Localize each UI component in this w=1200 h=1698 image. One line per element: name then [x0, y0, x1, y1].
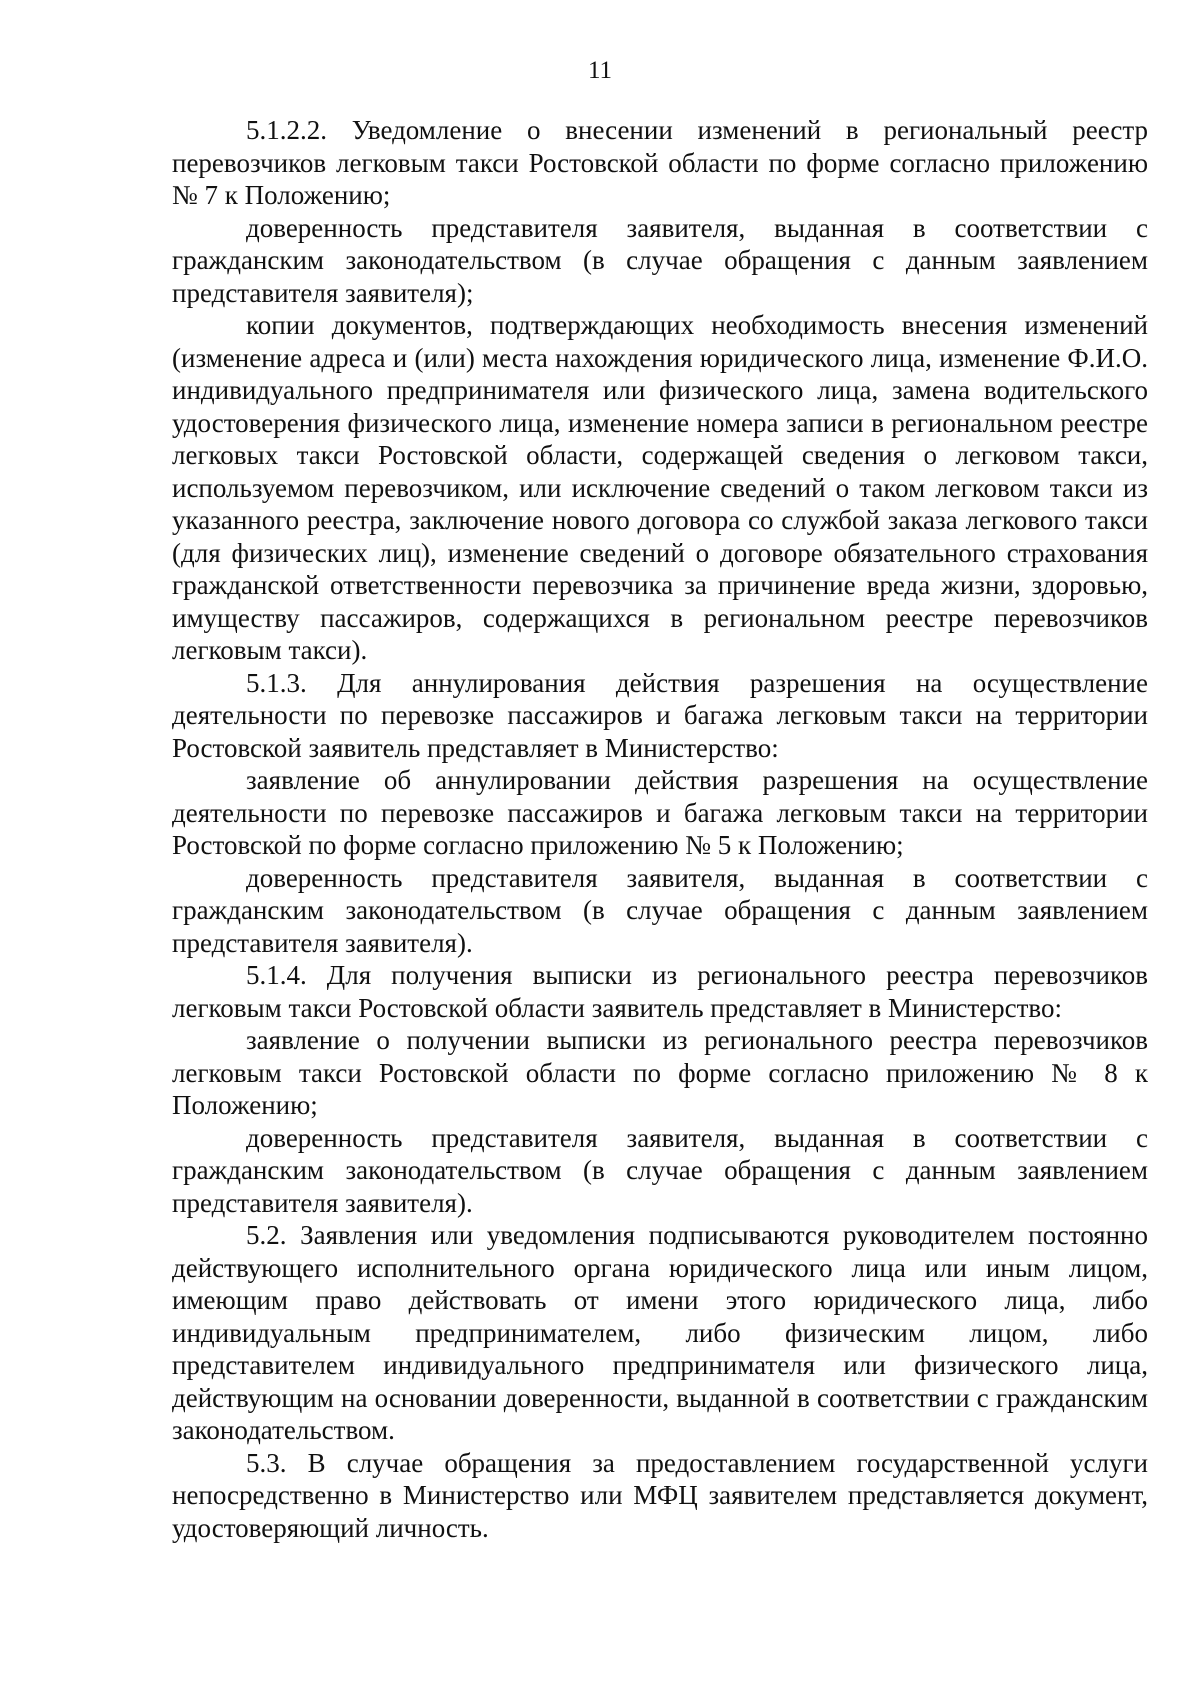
paragraph-5-3: 5.3. В случае обращения за предоставлением государственной услуги непосредственно в Министерство или МФЦ заявителем представляется документ, удостоверяющий личность.	[172, 1447, 1148, 1543]
paragraph-document-copies: копии документов, подтверждающих необходимость внесения изменений (изменение адреса и (или) места нахождения юридического лица, изменение Ф.И.О. индивидуального предпринимателя или физического лица, замена водительского удостоверения физического лица, изменение номера записи в региональном реестре легковых такси Ростовской области, содержащей сведения о легковом такси, используемом перевозчиком, или исключение сведений о таком легковом такси из указанного реестра, заключение нового договора со службой заказа легкового такси (для физических лиц), изменение сведений о договоре обязательного страхования гражданской ответственности перевозчика за причинение вреда жизни, здоровью, имуществу пассажиров, содержащихся в региональном реестре перевозчиков легковым такси).	[172, 310, 1148, 665]
paragraph-5-2: 5.2. Заявления или уведомления подписываются руководителем постоянно действующего исполнительного органа юридического лица или иным лицом, имеющим право действовать от имени этого юридического лица, либо индивидуальным предпринимателем, либо физическим лицом, либо представителем индивидуального предпринимателя или физического лица, действующим на основании доверенности, выданной в соответствии с гражданским законодательством.	[172, 1220, 1148, 1445]
paragraph-power-of-attorney-2: доверенность представителя заявителя, выданная в соответствии с гражданским законодательством (в случае обращения с данным заявлением представителя заявителя).	[172, 862, 1148, 958]
paragraph-power-of-attorney-1: доверенность представителя заявителя, выданная в соответствии с гражданским законодательством (в случае обращения с данным заявлением представителя заявителя);	[172, 212, 1148, 308]
paragraph-5-1-2-2: 5.1.2.2. Уведомление о внесении изменений в региональный реестр перевозчиков легковым такси Ростовской области по форме согласно приложению № 7 к Положению;	[172, 115, 1148, 210]
page-number: 11	[587, 57, 613, 84]
document-body	[172, 114, 1148, 1544]
paragraph-5-1-4: 5.1.4. Для получения выписки из регионального реестра перевозчиков легковым такси Ростовской области заявитель представляет в Министерство:	[172, 960, 1148, 1023]
paragraph-5-1-3: 5.1.3. Для аннулирования действия разрешения на осуществление деятельности по перевозке пассажиров и багажа легковым такси на территории Ростовской заявитель представляет в Министерство:	[172, 667, 1148, 763]
paragraph-annulment-application: заявление об аннулировании действия разрешения на осуществление деятельности по перевозке пассажиров и багажа легковым такси на территории Ростовской по форме согласно приложению № 5 к Положению;	[172, 765, 1148, 860]
paragraph-power-of-attorney-3: доверенность представителя заявителя, выданная в соответствии с гражданским законодательством (в случае обращения с данным заявлением представителя заявителя).	[172, 1122, 1148, 1218]
paragraph-extract-application: заявление о получении выписки из регионального реестра перевозчиков легковым такси Ростовской области по форме согласно приложению № 8 к Положению;	[172, 1025, 1148, 1120]
